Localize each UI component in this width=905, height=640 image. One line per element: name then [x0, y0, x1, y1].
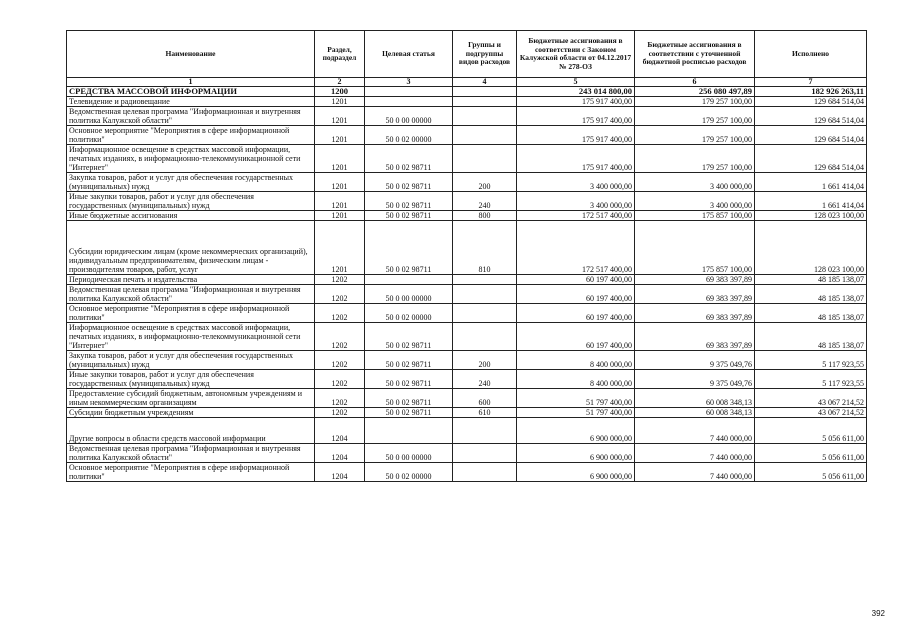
row-budget-refined: 60 008 348,13	[635, 389, 755, 408]
table-row	[67, 351, 867, 370]
table-row	[67, 192, 867, 211]
row-executed: 43 067 214,52	[755, 408, 867, 418]
table-row	[67, 323, 867, 351]
row-section: 1202	[315, 304, 365, 323]
row-executed: 48 185 138,07	[755, 304, 867, 323]
row-group	[453, 444, 517, 463]
row-name: Телевидение и радиовещание	[67, 97, 315, 107]
row-budget-law: 175 917 400,00	[517, 126, 635, 145]
row-budget-refined: 7 440 000,00	[635, 418, 755, 444]
header-section: Раздел, подраздел	[315, 31, 365, 78]
row-name: Ведомственная целевая программа "Информационная и внутренняя политика Калужской области"	[67, 444, 315, 463]
header-group: Группы и подгруппы видов расходов	[453, 31, 517, 78]
row-budget-law: 51 797 400,00	[517, 389, 635, 408]
row-target: 50 0 00 00000	[365, 107, 453, 126]
row-name: Ведомственная целевая программа "Информационная и внутренняя политика Калужской области"	[67, 107, 315, 126]
row-section: 1201	[315, 97, 365, 107]
row-executed: 129 684 514,04	[755, 126, 867, 145]
table-row	[67, 107, 867, 126]
row-target	[365, 87, 453, 97]
row-budget-law: 60 197 400,00	[517, 275, 635, 285]
row-target	[365, 97, 453, 107]
row-group	[453, 126, 517, 145]
row-group: 240	[453, 370, 517, 389]
row-section: 1201	[315, 192, 365, 211]
row-budget-refined: 60 008 348,13	[635, 408, 755, 418]
row-executed: 48 185 138,07	[755, 275, 867, 285]
row-name: Иные закупки товаров, работ и услуг для обеспечения государственных (муниципальных) нужд	[67, 370, 315, 389]
table-row	[67, 275, 867, 285]
row-target: 50 0 02 98711	[365, 408, 453, 418]
row-executed: 5 056 611,00	[755, 463, 867, 482]
table-row	[67, 211, 867, 221]
row-group	[453, 418, 517, 444]
row-budget-refined: 69 383 397,89	[635, 275, 755, 285]
row-name: Субсидии бюджетным учреждениям	[67, 408, 315, 418]
row-budget-refined: 9 375 049,76	[635, 351, 755, 370]
row-target	[365, 275, 453, 285]
row-executed: 48 185 138,07	[755, 285, 867, 304]
row-name: Информационное освещение в средствах массовой информации, печатных изданиях, в информационно-телекоммуникационной сети "Интернет"	[67, 323, 315, 351]
row-section: 1204	[315, 463, 365, 482]
row-executed: 129 684 514,04	[755, 97, 867, 107]
row-section: 1202	[315, 285, 365, 304]
row-budget-law: 172 517 400,00	[517, 211, 635, 221]
row-target: 50 0 02 98711	[365, 351, 453, 370]
row-section: 1204	[315, 444, 365, 463]
column-number: 1	[67, 78, 315, 87]
row-budget-refined: 7 440 000,00	[635, 444, 755, 463]
row-name: Субсидии юридическим лицам (кроме некоммерческих организаций), индивидуальным предпринимателям, физическим лицам - производителям товаров, работ, услуг	[67, 221, 315, 275]
row-target: 50 0 02 98711	[365, 221, 453, 275]
row-name: Основное мероприятие "Мероприятия в сфере информационной политики"	[67, 304, 315, 323]
table-header-row	[67, 31, 867, 78]
row-budget-law: 175 917 400,00	[517, 107, 635, 126]
row-section: 1202	[315, 275, 365, 285]
row-executed: 128 023 100,00	[755, 211, 867, 221]
row-budget-law: 243 014 800,00	[517, 87, 635, 97]
column-number: 4	[453, 78, 517, 87]
row-group	[453, 275, 517, 285]
row-executed: 5 117 923,55	[755, 370, 867, 389]
row-group	[453, 145, 517, 173]
row-executed: 5 056 611,00	[755, 444, 867, 463]
column-number: 3	[365, 78, 453, 87]
row-section: 1202	[315, 370, 365, 389]
row-budget-refined: 3 400 000,00	[635, 192, 755, 211]
header-budget-refined: Бюджетные ассигнования в соответствии с уточненной бюджетной росписью расходов	[635, 31, 755, 78]
table-row	[67, 444, 867, 463]
row-name: СРЕДСТВА МАССОВОЙ ИНФОРМАЦИИ	[67, 87, 315, 97]
row-budget-refined: 3 400 000,00	[635, 173, 755, 192]
row-group	[453, 323, 517, 351]
row-group	[453, 285, 517, 304]
table-row	[67, 285, 867, 304]
row-section: 1201	[315, 173, 365, 192]
row-executed: 43 067 214,52	[755, 389, 867, 408]
row-budget-refined: 179 257 100,00	[635, 145, 755, 173]
row-name: Иные бюджетные ассигнования	[67, 211, 315, 221]
header-executed: Исполнено	[755, 31, 867, 78]
row-name: Иные закупки товаров, работ и услуг для обеспечения государственных (муниципальных) нужд	[67, 192, 315, 211]
row-budget-refined: 179 257 100,00	[635, 107, 755, 126]
budget-sheet	[66, 30, 866, 482]
row-executed: 5 117 923,55	[755, 351, 867, 370]
row-section: 1201	[315, 211, 365, 221]
row-target: 50 0 02 98711	[365, 173, 453, 192]
table-row	[67, 145, 867, 173]
row-target: 50 0 02 98711	[365, 389, 453, 408]
row-executed: 1 661 414,04	[755, 173, 867, 192]
row-section: 1201	[315, 107, 365, 126]
row-name: Закупка товаров, работ и услуг для обеспечения государственных (муниципальных) нужд	[67, 173, 315, 192]
row-section: 1201	[315, 126, 365, 145]
row-group	[453, 87, 517, 97]
row-executed: 128 023 100,00	[755, 221, 867, 275]
row-budget-law: 6 900 000,00	[517, 463, 635, 482]
row-group	[453, 463, 517, 482]
row-budget-refined: 179 257 100,00	[635, 97, 755, 107]
row-target: 50 0 02 98711	[365, 192, 453, 211]
row-group: 800	[453, 211, 517, 221]
page-number: 392	[871, 609, 885, 618]
row-budget-refined: 69 383 397,89	[635, 323, 755, 351]
row-budget-law: 175 917 400,00	[517, 97, 635, 107]
row-section: 1204	[315, 418, 365, 444]
row-section: 1201	[315, 145, 365, 173]
row-budget-law: 175 917 400,00	[517, 145, 635, 173]
row-group: 610	[453, 408, 517, 418]
row-target: 50 0 00 00000	[365, 285, 453, 304]
column-number: 6	[635, 78, 755, 87]
row-name: Периодическая печать и издательства	[67, 275, 315, 285]
row-name: Основное мероприятие "Мероприятия в сфере информационной политики"	[67, 126, 315, 145]
row-target: 50 0 00 00000	[365, 444, 453, 463]
row-executed: 1 661 414,04	[755, 192, 867, 211]
table-row	[67, 463, 867, 482]
row-executed: 129 684 514,04	[755, 145, 867, 173]
row-budget-law: 3 400 000,00	[517, 192, 635, 211]
row-target	[365, 418, 453, 444]
row-executed: 5 056 611,00	[755, 418, 867, 444]
row-group: 200	[453, 173, 517, 192]
row-section: 1202	[315, 323, 365, 351]
row-budget-law: 60 197 400,00	[517, 285, 635, 304]
table-row	[67, 97, 867, 107]
row-executed: 129 684 514,04	[755, 107, 867, 126]
row-budget-law: 6 900 000,00	[517, 444, 635, 463]
row-target: 50 0 02 00000	[365, 463, 453, 482]
row-executed: 48 185 138,07	[755, 323, 867, 351]
row-budget-refined: 9 375 049,76	[635, 370, 755, 389]
row-name: Информационное освещение в средствах массовой информации, печатных изданиях, в информационно-телекоммуникационной сети "Интернет"	[67, 145, 315, 173]
column-number-row	[67, 78, 867, 87]
row-budget-law: 172 517 400,00	[517, 221, 635, 275]
header-budget-law: Бюджетные ассигнования в соответствии с Законом Калужской области от 04.12.2017 № 278-ОЗ	[517, 31, 635, 78]
row-name: Закупка товаров, работ и услуг для обеспечения государственных (муниципальных) нужд	[67, 351, 315, 370]
column-number: 2	[315, 78, 365, 87]
row-group: 810	[453, 221, 517, 275]
row-target: 50 0 02 98711	[365, 323, 453, 351]
table-row	[67, 304, 867, 323]
row-section: 1202	[315, 351, 365, 370]
row-budget-refined: 7 440 000,00	[635, 463, 755, 482]
row-budget-refined: 69 383 397,89	[635, 304, 755, 323]
row-budget-refined: 179 257 100,00	[635, 126, 755, 145]
row-group: 240	[453, 192, 517, 211]
table-row	[67, 87, 867, 97]
header-name: Наименование	[67, 31, 315, 78]
row-budget-refined: 69 383 397,89	[635, 285, 755, 304]
row-budget-law: 60 197 400,00	[517, 304, 635, 323]
row-target: 50 0 02 98711	[365, 145, 453, 173]
row-budget-refined: 256 080 497,89	[635, 87, 755, 97]
table-row	[67, 408, 867, 418]
row-budget-law: 60 197 400,00	[517, 323, 635, 351]
table-row	[67, 370, 867, 389]
table-row	[67, 389, 867, 408]
row-name: Предоставление субсидий бюджетным, автономным учреждениям и иным некоммерческим организациям	[67, 389, 315, 408]
column-number: 7	[755, 78, 867, 87]
row-group	[453, 107, 517, 126]
row-target: 50 0 02 98711	[365, 211, 453, 221]
row-section: 1202	[315, 389, 365, 408]
row-group: 600	[453, 389, 517, 408]
column-number: 5	[517, 78, 635, 87]
row-section: 1201	[315, 221, 365, 275]
row-section: 1200	[315, 87, 365, 97]
row-budget-law: 8 400 000,00	[517, 370, 635, 389]
row-budget-refined: 175 857 100,00	[635, 211, 755, 221]
row-executed: 182 926 263,11	[755, 87, 867, 97]
row-budget-law: 8 400 000,00	[517, 351, 635, 370]
row-name: Другие вопросы в области средств массовой информации	[67, 418, 315, 444]
row-section: 1202	[315, 408, 365, 418]
table-row	[67, 418, 867, 444]
row-target: 50 0 02 98711	[365, 370, 453, 389]
row-target: 50 0 02 00000	[365, 304, 453, 323]
table-row	[67, 221, 867, 275]
row-name: Основное мероприятие "Мероприятия в сфере информационной политики"	[67, 463, 315, 482]
row-budget-law: 3 400 000,00	[517, 173, 635, 192]
row-group: 200	[453, 351, 517, 370]
row-group	[453, 304, 517, 323]
row-target: 50 0 02 00000	[365, 126, 453, 145]
table-row	[67, 173, 867, 192]
row-budget-law: 51 797 400,00	[517, 408, 635, 418]
budget-table	[66, 30, 867, 482]
header-target: Целевая статья	[365, 31, 453, 78]
row-budget-law: 6 900 000,00	[517, 418, 635, 444]
table-row	[67, 126, 867, 145]
row-group	[453, 97, 517, 107]
row-budget-refined: 175 857 100,00	[635, 221, 755, 275]
row-name: Ведомственная целевая программа "Информационная и внутренняя политика Калужской области"	[67, 285, 315, 304]
